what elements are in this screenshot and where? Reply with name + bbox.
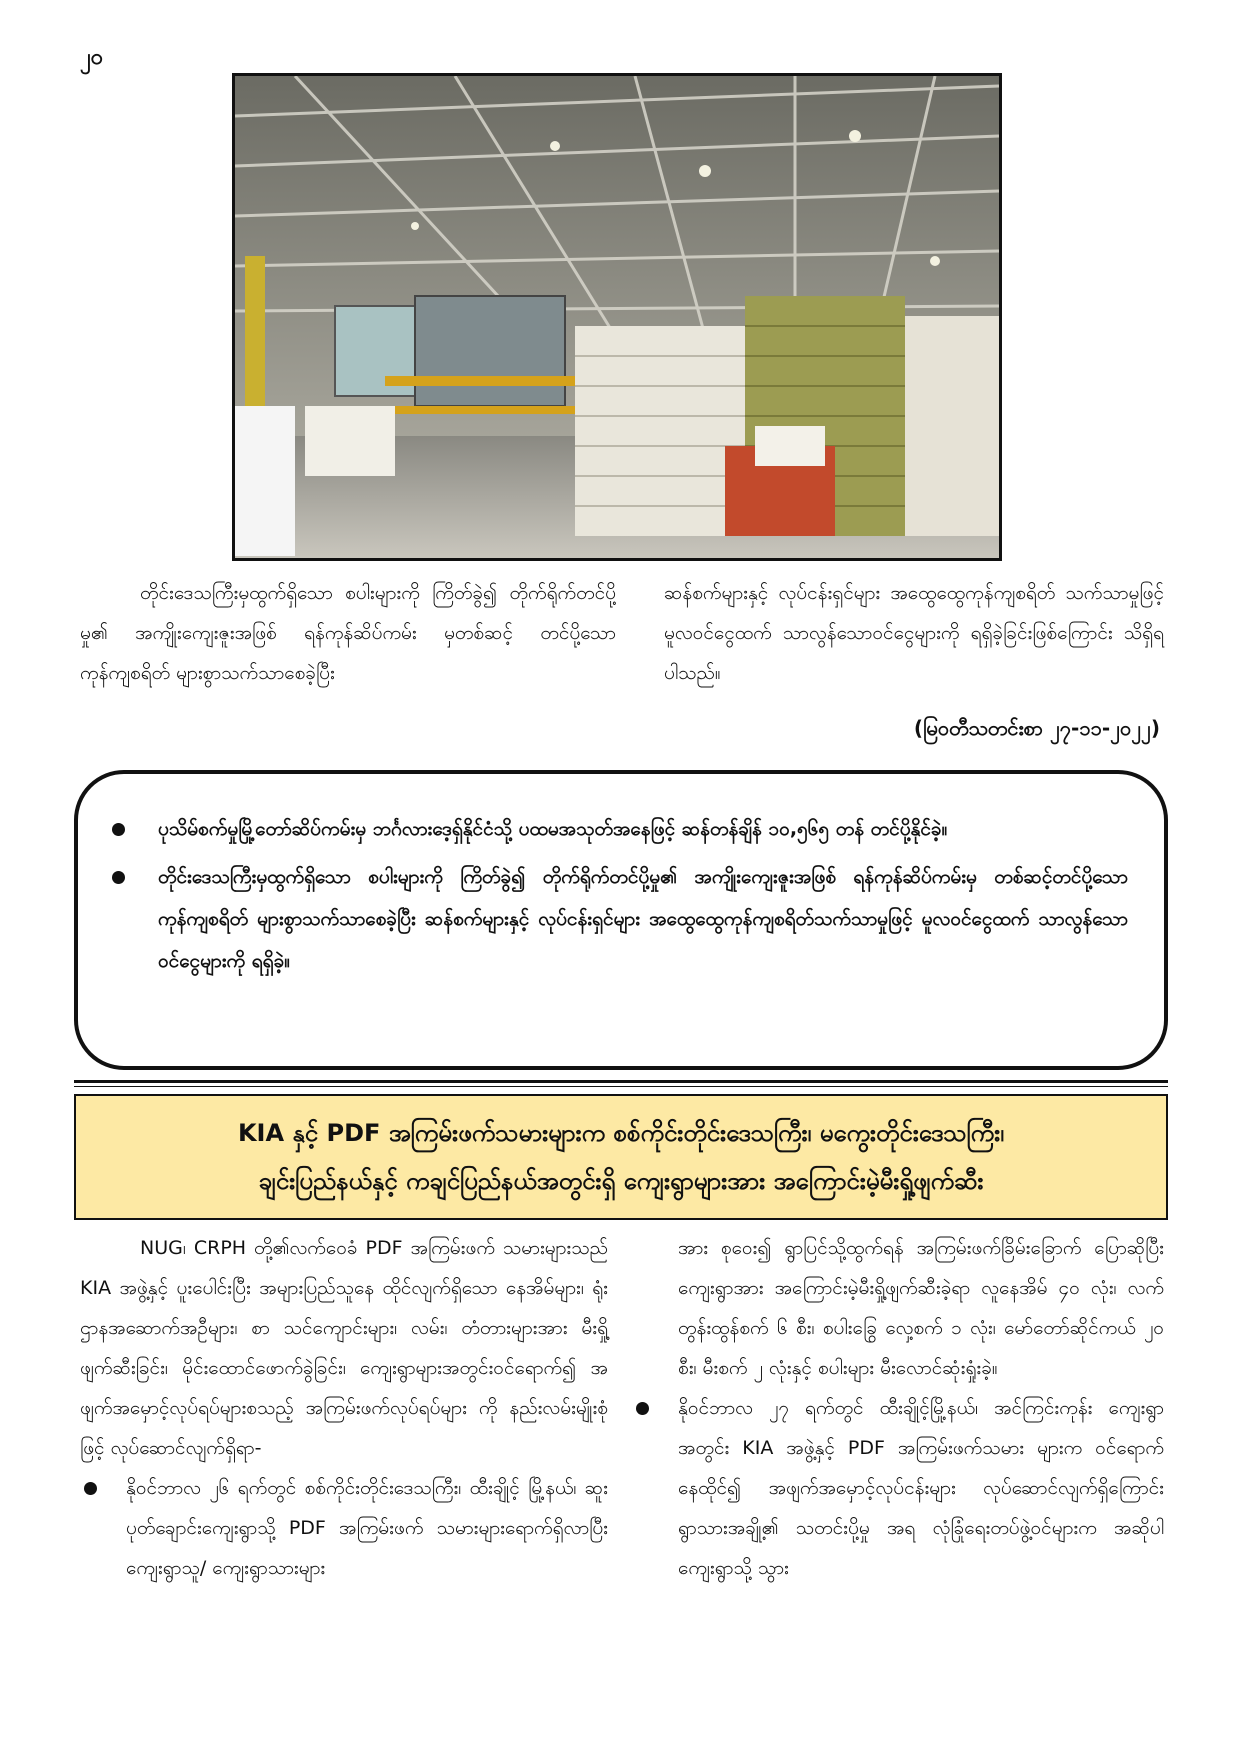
summary-list (112, 808, 1128, 982)
article-bullet-text: နိုဝင်ဘာလ ၂၆ ရက်တွင် စစ်ကိုင်းတိုင်းဒေသကြီး၊ ထီးချိုင့် မြို့နယ်၊ ဆူးပုတ်ချောင်းကျေးရွာသို့ PDF အကြမ်းဖက် သမားများရောက်ရှိလာပြီး ကျေးရွာသူ/ ကျေးရွာသားများ (126, 1477, 608, 1579)
article-headline (74, 1094, 1168, 1220)
article-left-column (80, 1228, 608, 1588)
top-article-left-column (80, 573, 616, 693)
headline-line-1: KIA နှင့် PDF အကြမ်းဖက်သမားများက စစ်ကိုင်းတိုင်းဒေသကြီး၊ မကွေးတိုင်းဒေသကြီး၊ (237, 1119, 1005, 1147)
article-intro: NUG၊ CRPH တို့၏လက်ဝေခံ PDF အကြမ်းဖက် သမားများသည် KIA အဖွဲ့နှင့် ပူးပေါင်းပြီး အများပြည်သူနေ ထိုင်လျက်ရှိသော နေအိမ်များ၊ ရုံးဌာနအဆောက်အဦများ၊ စာ သင်ကျောင်းများ၊ လမ်း၊ တံတားများအား မီးရှို့ဖျက်ဆီးခြင်း၊ မိုင်းထောင်ဖောက်ခွဲခြင်း၊ ကျေးရွာများအတွင်းဝင်ရောက်၍ အဖျက်အမှောင့်လုပ်ရပ်များစသည့် အကြမ်းဖက်လုပ်ရပ်များ ကို နည်းလမ်းမျိုးစုံဖြင့် လုပ်ဆောင်လျက်ရှိရာ- (80, 1237, 608, 1459)
article-bullet (80, 1468, 608, 1588)
page-number: ၂၀ (80, 45, 104, 70)
news-source-citation: (မြဝတီသတင်းစာ ၂၇-၁၁-၂၀၂၂) (913, 716, 1160, 740)
headline-line-2: ချင်းပြည်နယ်နှင့် ကချင်ပြည်နယ်အတွင်းရှိ ကျေးရွာများအား အကြောင်းမဲ့မီးရှို့ဖျက်ဆီး (258, 1167, 984, 1195)
article-bullets-left (80, 1468, 608, 1588)
summary-item-text: တိုင်းဒေသကြီးမှထွက်ရှိသော စပါးများကို ကြိတ်ခွဲ၍ တိုက်ရိုက်တင်ပို့မှု၏ အကျိုးကျေးဇူးအဖြစ် ရန်ကုန်ဆိပ်ကမ်းမှ တစ်ဆင့်တင်ပို့သောကုန်ကျစရိတ် များစွာသက်သာစေခဲ့ပြီး ဆန်စက်များနှင့် လုပ်ငန်းရှင်များ အထွေထွေကုန်ကျစရိတ်သက်သာမှုဖြင့် မူလဝင်ငွေထက် သာလွန်သောဝင်ငွေများကို ရရှိခဲ့။ (158, 866, 1128, 972)
article-bullet (632, 1388, 1164, 1588)
article-bullet-continuation: အား စုဝေး၍ ရွာပြင်သို့ထွက်ရန် အကြမ်းဖက်ခြိမ်းခြောက် ပြောဆိုပြီး ကျေးရွာအား အကြောင်းမဲ့မီးရှို့ဖျက်ဆီးခဲ့ရာ လူနေအိမ် ၄၀ လုံး၊ လက်တွန်းထွန်စက် ၆ စီး၊ စပါးခြွေ လှေ့စက် ၁ လုံး၊ မော်တော်ဆိုင်ကယ် ၂၀ စီး၊ မီးစက် ၂ လုံးနှင့် စပါးများ မီးလောင်ဆုံးရှုံးခဲ့။ (678, 1237, 1164, 1379)
article-right-column (632, 1228, 1164, 1588)
bullet-icon (636, 1402, 649, 1415)
top-article-left-text: တိုင်းဒေသကြီးမှထွက်ရှိသော စပါးများကို ကြိတ်ခွဲ၍ တိုက်ရိုက်တင်ပို့မှု၏ အကျိုးကျေးဇူးအဖြစ် ရန်ကုန်ဆိပ်ကမ်း မှတစ်ဆင့် တင်ပို့သောကုန်ကျစရိတ် များစွာသက်သာစေခဲ့ပြီး (80, 582, 616, 684)
article-bullet-text: နိုဝင်ဘာလ ၂၇ ရက်တွင် ထီးချိုင့်မြို့နယ်၊ အင်ကြင်းကုန်း ကျေးရွာအတွင်း KIA အဖွဲ့နှင့် PDF အကြမ်းဖက်သမား များက ဝင်ရောက်နေထိုင်၍ အဖျက်အမှောင့်လုပ်ငန်းများ လုပ်ဆောင်လျက်ရှိကြောင်း ရွာသားအချို့၏ သတင်းပို့မှု အရ လုံခြုံရေးတပ်ဖွဲ့ဝင်များက အဆိုပါကျေးရွာသို့ သွား (678, 1397, 1164, 1579)
section-divider (74, 1080, 1168, 1083)
summary-box (74, 770, 1168, 1070)
article-bullets-right (632, 1388, 1164, 1588)
top-article-right-text: ဆန်စက်များနှင့် လုပ်ငန်းရှင်များ အထွေထွေကုန်ကျစရိတ် သက်သာမှုဖြင့် မူလဝင်ငွေထက် သာလွန်သောဝင်ငွေများကို ရရှိခဲ့ခြင်းဖြစ်ကြောင်း သိရှိရပါသည်။ (664, 582, 1164, 684)
summary-item-text: ပုသိမ်စက်မှုမြို့တော်ဆိပ်ကမ်းမှ ဘင်္ဂလားဒေ့ရှ်နိုင်ငံသို့ ပထမအသုတ်အနေဖြင့် ဆန်တန်ချိန် ၁၀,၅၆၅ တန် တင်ပို့နိုင်ခဲ့။ (158, 818, 948, 840)
top-article-right-column (664, 573, 1164, 693)
section-divider (74, 1086, 1168, 1087)
bullet-icon (112, 823, 125, 836)
summary-item (112, 856, 1128, 982)
summary-item (112, 808, 1128, 850)
bullet-icon (112, 871, 125, 884)
rice-warehouse-photo (232, 73, 1002, 561)
bullet-icon (84, 1482, 97, 1495)
warehouse-illustration (235, 76, 999, 558)
